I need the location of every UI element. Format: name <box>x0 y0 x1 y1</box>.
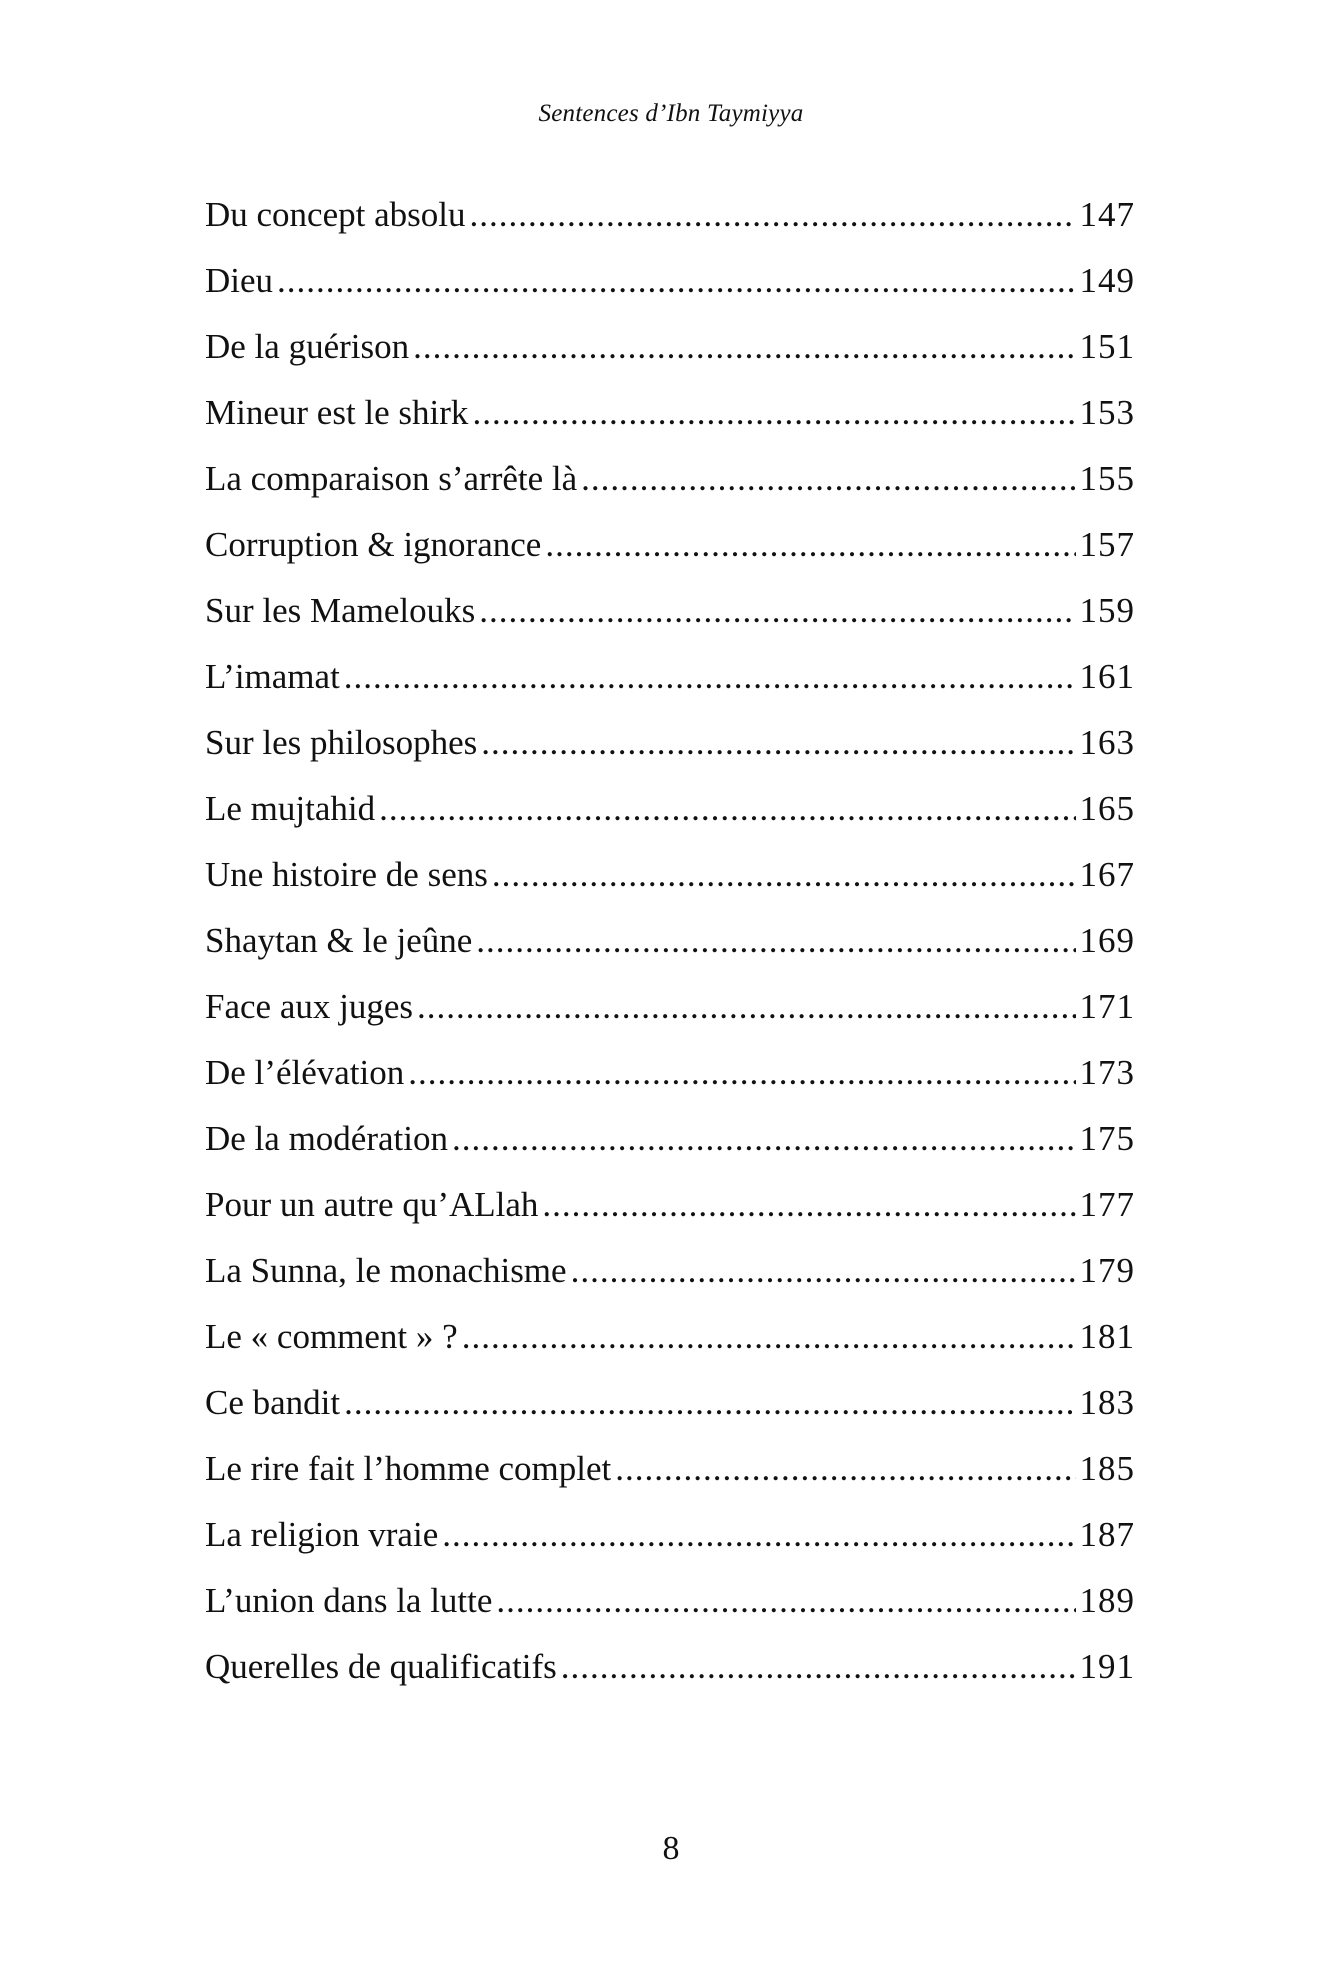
toc-entry <box>205 459 1135 525</box>
page-number: 8 <box>662 1830 680 1867</box>
toc-entry-title: Le mujtahid <box>205 789 376 828</box>
toc-entry-page: 163 <box>1079 723 1135 762</box>
toc-entry-page: 183 <box>1079 1383 1135 1422</box>
toc-entry-title: De la guérison <box>205 327 410 366</box>
toc-entry <box>205 789 1135 855</box>
toc-entry-page: 149 <box>1079 261 1135 300</box>
toc-entry <box>205 261 1135 327</box>
toc-dot-leader <box>344 1383 1075 1423</box>
toc-entry-title: La religion vraie <box>205 1515 439 1554</box>
toc-entry-title: L’union dans la lutte <box>205 1581 493 1620</box>
toc-entry <box>205 1647 1135 1713</box>
toc-dot-leader <box>344 657 1076 697</box>
toc-dot-leader <box>479 591 1075 631</box>
toc-entry-page: 161 <box>1079 657 1135 696</box>
toc-entry-title: Sur les Mamelouks <box>205 591 476 630</box>
toc-entry <box>205 1383 1135 1449</box>
toc-entry <box>205 591 1135 657</box>
toc-entry <box>205 327 1135 393</box>
toc-dot-leader <box>469 195 1075 235</box>
toc-dot-leader <box>408 1053 1075 1093</box>
toc-entry <box>205 1251 1135 1317</box>
toc-dot-leader <box>472 393 1075 433</box>
toc-dot-leader <box>379 789 1075 829</box>
toc-entry <box>205 195 1135 261</box>
toc-dot-leader <box>413 327 1075 367</box>
toc-entry-page: 165 <box>1079 789 1135 828</box>
toc-dot-leader <box>581 459 1075 499</box>
toc-entry-title: La Sunna, le monachisme <box>205 1251 567 1290</box>
toc-entry <box>205 525 1135 591</box>
toc-entry-page: 175 <box>1079 1119 1135 1158</box>
toc-dot-leader <box>476 921 1075 961</box>
toc-entry-page: 153 <box>1079 393 1135 432</box>
toc-entry-page: 189 <box>1079 1581 1135 1620</box>
toc-entry <box>205 855 1135 921</box>
toc-entry-title: Corruption & ignorance <box>205 525 542 564</box>
toc-entry-page: 185 <box>1079 1449 1135 1488</box>
toc-dot-leader <box>496 1581 1075 1621</box>
toc-entry-page: 187 <box>1079 1515 1135 1554</box>
toc-dot-leader <box>545 525 1075 565</box>
toc-entry-page: 167 <box>1079 855 1135 894</box>
table-of-contents <box>205 195 1135 1713</box>
toc-entry <box>205 393 1135 459</box>
toc-entry-title: Dieu <box>205 261 274 300</box>
toc-entry-title: Querelles de qualificatifs <box>205 1647 557 1686</box>
toc-dot-leader <box>492 855 1076 895</box>
toc-entry-page: 181 <box>1079 1317 1135 1356</box>
toc-entry-page: 179 <box>1079 1251 1135 1290</box>
toc-entry-page: 169 <box>1079 921 1135 960</box>
toc-entry-page: 151 <box>1079 327 1135 366</box>
toc-entry-title: Du concept absolu <box>205 195 466 234</box>
toc-dot-leader <box>462 1317 1076 1357</box>
toc-entry-title: Le « comment » ? <box>205 1317 458 1356</box>
toc-entry-page: 191 <box>1079 1647 1135 1686</box>
toc-entry <box>205 723 1135 789</box>
toc-entry-page: 173 <box>1079 1053 1135 1092</box>
toc-entry-title: Sur les philosophes <box>205 723 478 762</box>
toc-entry-title: L’imamat <box>205 657 340 696</box>
toc-entry-title: Une histoire de sens <box>205 855 488 894</box>
toc-dot-leader <box>442 1515 1075 1555</box>
toc-entry <box>205 1119 1135 1185</box>
toc-entry <box>205 657 1135 723</box>
toc-dot-leader <box>481 723 1075 763</box>
toc-entry-title: Shaytan & le jeûne <box>205 921 473 960</box>
toc-entry-title: Mineur est le shirk <box>205 393 469 432</box>
toc-entry <box>205 1053 1135 1119</box>
toc-entry-page: 155 <box>1079 459 1135 498</box>
toc-entry-page: 159 <box>1079 591 1135 630</box>
toc-entry-page: 171 <box>1079 987 1135 1026</box>
toc-entry <box>205 1581 1135 1647</box>
toc-dot-leader <box>542 1185 1075 1225</box>
toc-entry-page: 157 <box>1079 525 1135 564</box>
toc-entry-title: Face aux juges <box>205 987 413 1026</box>
toc-entry <box>205 1317 1135 1383</box>
toc-entry-page: 177 <box>1079 1185 1135 1224</box>
toc-entry <box>205 921 1135 987</box>
toc-dot-leader <box>277 261 1075 301</box>
toc-entry-title: De l’élévation <box>205 1053 405 1092</box>
running-header: Sentences d’Ibn Taymiyya <box>538 100 804 127</box>
toc-entry-title: Ce bandit <box>205 1383 341 1422</box>
toc-entry-title: Pour un autre qu’ALlah <box>205 1185 539 1224</box>
toc-entry-title: Le rire fait l’homme complet <box>205 1449 612 1488</box>
toc-entry-page: 147 <box>1079 195 1135 234</box>
toc-dot-leader <box>561 1647 1076 1687</box>
toc-entry <box>205 987 1135 1053</box>
toc-dot-leader <box>615 1449 1075 1489</box>
toc-dot-leader <box>571 1251 1076 1291</box>
toc-entry <box>205 1449 1135 1515</box>
toc-dot-leader <box>417 987 1076 1027</box>
toc-entry-title: De la modération <box>205 1119 448 1158</box>
toc-entry <box>205 1515 1135 1581</box>
toc-entry-title: La comparaison s’arrête là <box>205 459 578 498</box>
toc-entry <box>205 1185 1135 1251</box>
toc-dot-leader <box>452 1119 1076 1159</box>
